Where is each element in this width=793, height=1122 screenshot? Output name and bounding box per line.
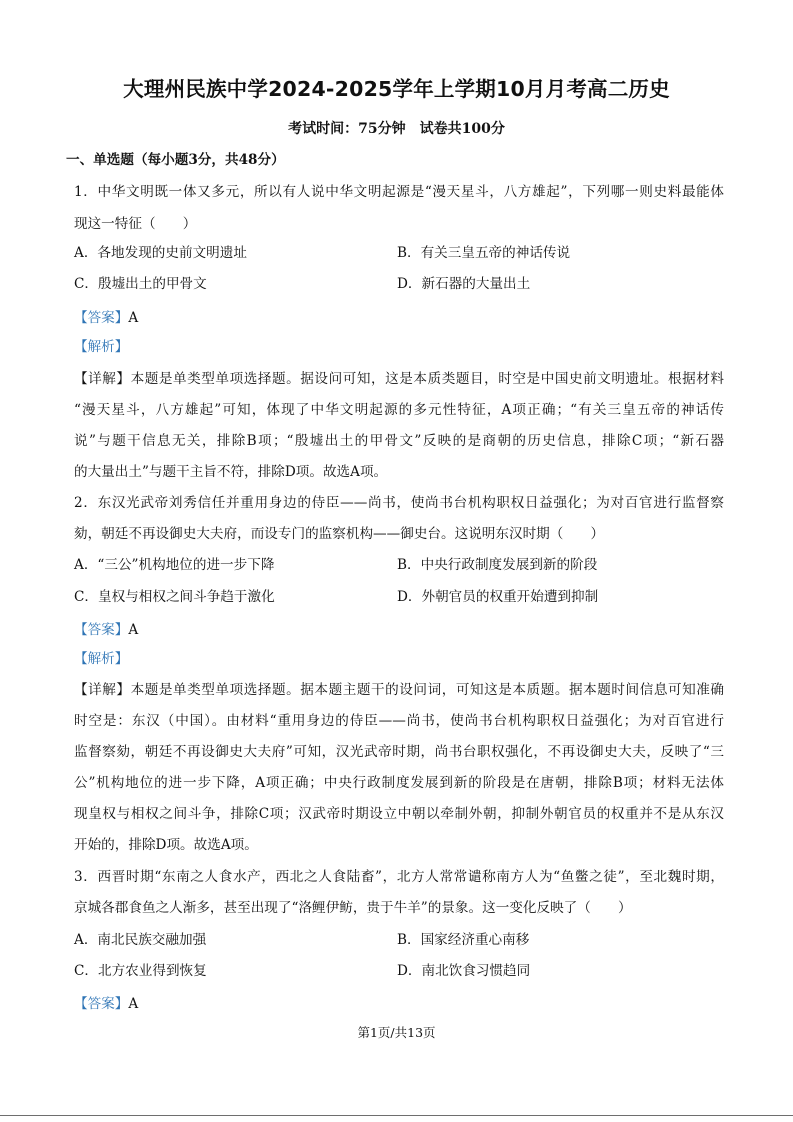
q1-detail-line-1: 【详解】本题是单类型单项选择题。据设问可知，这是本质类题目，时空是中国史前文明遗址。根据材料 [74,371,724,387]
q3-stem-line-2: 京城各郡食鱼之人渐多，甚至出现了“洛鲤伊鲂，贵于牛羊”的景象。这一变化反映了（ ） [74,900,632,916]
q3-option-d: D．南北饮食习惯趋同 [397,963,531,979]
q2-detail-line-5: 现皇权与相权之间斗争，排除C项；汉武帝时期设立中朝以牵制外朝，抑制外朝官员的权重并不是从东汉 [74,806,724,822]
page-number: 第1页/共13页 [357,1025,436,1040]
q2-stem-line-1: 2．东汉光武帝刘秀信任并重用身边的侍臣——尚书，使尚书台机构职权日益强化；为对百官进行监督察 [74,495,724,511]
exam-subtitle [0,117,793,141]
bottom-divider [0,1115,793,1116]
q1-detail-line-4: 的大量出土”与题干主旨不符，排除D项。故选A项。 [74,464,388,480]
q1-answer [74,307,724,329]
q2-answer-value: A [128,622,139,638]
q2-option-a: A．“三公”机构地位的进一步下降 [74,557,275,573]
q3-option-a: A．南北民族交融加强 [74,932,207,948]
q1-answer-value: A [128,310,139,326]
q3-answer [74,993,724,1015]
q1-analysis [74,336,724,358]
q2-answer [74,619,724,641]
q3-stem-line-1: 3．西晋时期“东南之人食水产，西北之人食陆畜”，北方人常常谴称南方人为“鱼鳖之徒”，至北魏时期， [74,869,724,885]
q2-option-c: C．皇权与相权之间斗争趋于激化 [74,589,275,605]
exam-time: 考试时间：75分钟 [288,121,406,137]
detail-tag: 【详解】 [74,371,131,387]
q1-option-b: B．有关三皇五帝的神话传说 [397,245,571,261]
q1-detail-line-2: “漫天星斗，八方雄起”可知，体现了中华文明起源的多元性特征，A项正确；“有关三皇五帝的神话传 [74,402,724,418]
detail-tag: 【详解】 [74,682,131,698]
exam-title: 大理州民族中学2024-2025学年上学期10月月考高二历史 [123,77,670,101]
answer-tag: 【答案】 [74,310,129,326]
q3-answer-value: A [128,996,139,1012]
q1-detail-line-3: 说”与题干信息无关，排除B项；“殷墟出土的甲骨文”反映的是商朝的历史信息，排除C项；“新石器 [74,433,724,449]
q3-option-b: B．国家经济重心南移 [397,932,530,948]
q1-option-c: C．殷墟出土的甲骨文 [74,276,207,292]
analysis-tag: 【解析】 [74,651,129,667]
q2-analysis [74,648,724,670]
q1-stem-line-1: 1．中华文明既一体又多元，所以有人说中华文明起源是“漫天星斗，八方雄起”，下列哪一则史料最能体 [74,184,724,200]
q1-option-d: D．新石器的大量出土 [397,276,531,292]
q1-option-a: A．各地发现的史前文明遗址 [74,245,247,261]
answer-tag: 【答案】 [74,996,129,1012]
q2-detail-line-4: 公”机构地位的进一步下降，A项正确；中央行政制度发展到新的阶段是在唐朝，排除B项；材料无法体 [74,775,724,791]
q2-detail-line-1: 【详解】本题是单类型单项选择题。据本题主题干的设问词，可知这是本质题。据本题时间信息可知准确 [74,682,724,698]
q2-detail-line-2: 时空是：东汉（中国）。由材料“重用身边的侍臣——尚书，使尚书台机构职权日益强化；为对百官进行 [74,713,724,729]
analysis-tag: 【解析】 [74,339,129,355]
exam-total-score: 试卷共100分 [419,121,505,137]
q2-option-b: B．中央行政制度发展到新的阶段 [397,557,598,573]
q2-detail-line-3: 监督察劾，朝廷不再设御史大夫府”可知，汉光武帝时期，尚书台职权强化，不再设御史大夫，反映了“三 [74,744,724,760]
q2-stem-line-2: 劾，朝廷不再设御史大夫府，而设专门的监察机构——御史台。这说明东汉时期（ ） [74,526,605,542]
q1-stem-line-2: 现这一特征（ ） [74,216,197,232]
q3-option-c: C．北方农业得到恢复 [74,963,207,979]
q2-option-d: D．外朝官员的权重开始遭到抑制 [397,589,599,605]
q2-detail-line-6: 开始的，排除D项。故选A项。 [74,837,258,853]
answer-tag: 【答案】 [74,622,129,638]
section-heading: 一、单选题（每小题3分，共48分） [66,152,285,168]
